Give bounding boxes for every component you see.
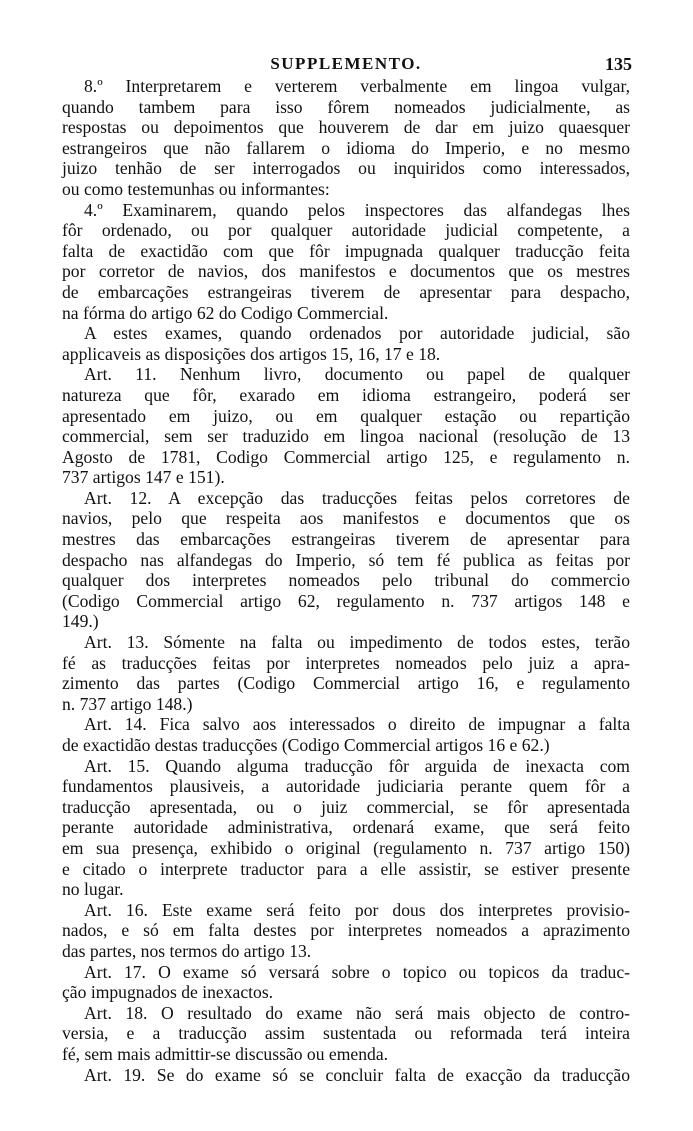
- text-line: 4.º Examinarem, quando pelos inspectores das alfandegas lhes: [84, 199, 630, 220]
- paragraph: [62, 962, 630, 1003]
- text-line: das partes, nos termos do artigo 13.: [62, 940, 312, 961]
- text-line: 737 artigos 147 e 151).: [62, 467, 225, 488]
- paragraph: [62, 323, 630, 364]
- paragraph: [62, 756, 630, 900]
- text-line: commercial, sem ser traduzido em lingoa nacional (resolução de 13: [62, 426, 630, 447]
- text-line: em sua presença, exhibido o original (regulamento n. 737 artigo 150): [62, 837, 630, 858]
- text-line: qualquer dos interpretes nomeados pelo tribunal do commercio: [62, 570, 630, 591]
- text-line: natureza que fôr, exarado em idioma estrangeiro, poderá ser: [62, 384, 630, 405]
- text-line: no lugar.: [62, 879, 124, 900]
- running-title: SUPPLEMENTO.: [270, 54, 422, 73]
- page-number: 135: [605, 54, 632, 74]
- paragraph: [62, 488, 630, 632]
- text-line: 8.º Interpretarem e verterem verbalmente em lingoa vulgar,: [84, 76, 630, 96]
- text-line: estrangeiros que não fallarem o idioma do Imperio, e no mesmo: [62, 137, 630, 158]
- text-line: Art. 16. Este exame será feito por dous dos interpretes provisio-: [84, 899, 630, 920]
- text-line: ção impugnados de inexactos.: [62, 982, 274, 1003]
- text-line: quando tambem para isso fôrem nomeados judicialmente, as: [62, 96, 630, 117]
- text-line: Art. 13. Sómente na falta ou impedimento de todos estes, terão: [84, 632, 630, 653]
- paragraph: [62, 714, 630, 755]
- text-line: Art. 17. O exame só versará sobre o topico ou topicos da traduc-: [84, 961, 630, 982]
- text-line: perante autoridade administrativa, ordenará exame, que será feito: [62, 817, 630, 838]
- text-line: juizo tenhão de ser interrogados ou inquiridos como interessados,: [62, 158, 630, 179]
- text-line: (Codigo Commercial artigo 62, regulamento n. 737 artigos 148 e: [62, 590, 630, 611]
- text-line: ou como testemunhas ou informantes:: [62, 178, 330, 199]
- text-line: apresentado em juizo, ou em qualquer estação ou repartição: [62, 405, 630, 426]
- text-line: fundamentos plausiveis, a autoridade judiciaria perante quem fôr a: [62, 776, 630, 797]
- text-line: na fórma do artigo 62 do Codigo Commercial.: [62, 302, 389, 323]
- text-line: traducção apresentada, ou o juiz commercial, se fôr apresentada: [62, 796, 630, 817]
- text-line: zimento das partes (Codigo Commercial artigo 16, e regulamento: [62, 673, 630, 694]
- text-line: de exactidão destas traducções (Codigo Commercial artigos 16 e 62.): [62, 735, 550, 755]
- text-line: falta de exactidão com que fôr impugnada qualquer traducção feita: [62, 240, 630, 261]
- text-line: Art. 18. O resultado do exame não será mais objecto de contro-: [84, 1002, 630, 1023]
- text-line: n. 737 artigo 148.): [62, 693, 193, 714]
- text-line: Art. 19. Se do exame só se concluir falta de exacção da traducção: [84, 1064, 630, 1085]
- text-line: respostas ou depoimentos que houverem de dar em juizo quaesquer: [62, 117, 630, 138]
- paragraph: [62, 200, 630, 324]
- page-header: [62, 54, 630, 76]
- text-line: Art. 11. Nenhum livro, documento ou papel de qualquer: [84, 364, 630, 385]
- text-line: por corretor de navios, dos manifestos e documentos que os mestres: [62, 261, 630, 282]
- text-line: fôr ordenado, ou por qualquer autoridade judicial competente, a: [62, 220, 630, 241]
- text-line: de embarcações estrangeiras tiverem de apresentar para despacho,: [62, 281, 630, 302]
- text-line: e citado o interprete traductor para a elle assistir, se estiver presente: [62, 858, 630, 879]
- text-line: nados, e só em falta destes por interpretes nomeados a aprazimento: [62, 920, 630, 941]
- text-line: Art. 12. A excepção das traducções feitas pelos corretores de: [84, 487, 630, 508]
- text-line: mestres das embarcações estrangeiras tiverem de apresentar para: [62, 529, 630, 550]
- text-line: fé, sem mais admittir-se discussão ou emenda.: [62, 1043, 389, 1064]
- text-line: Art. 14. Fica salvo aos interessados o direito de impugnar a falta: [84, 714, 630, 735]
- body-text: [62, 76, 630, 1085]
- text-line: applicaveis as disposições dos artigos 15, 16, 17 e 18.: [62, 343, 441, 364]
- paragraph: [62, 900, 630, 962]
- text-line: fé as traducções feitas por interpretes nomeados pelo juiz a apra-: [62, 652, 630, 673]
- text-line: Art. 15. Quando alguma traducção fôr arguida de inexacta com: [84, 755, 630, 776]
- paragraph: [62, 76, 630, 200]
- paragraph: [62, 1065, 630, 1086]
- text-line: A estes exames, quando ordenados por autoridade judicial, são: [84, 323, 630, 344]
- paragraph: [62, 364, 630, 488]
- paragraph: [62, 632, 630, 714]
- text-line: versia, e a traducção assim sustentada ou reformada terá inteira: [62, 1023, 630, 1044]
- paragraph: [62, 1003, 630, 1065]
- text-line: despacho nas alfandegas do Imperio, só tem fé publica as feitas por: [62, 549, 630, 570]
- text-line: Agosto de 1781, Codigo Commercial artigo 125, e regulamento n.: [62, 446, 630, 467]
- text-line: navios, pelo que respeita aos manifestos e documentos que os: [62, 508, 630, 529]
- text-line: 149.): [62, 611, 99, 632]
